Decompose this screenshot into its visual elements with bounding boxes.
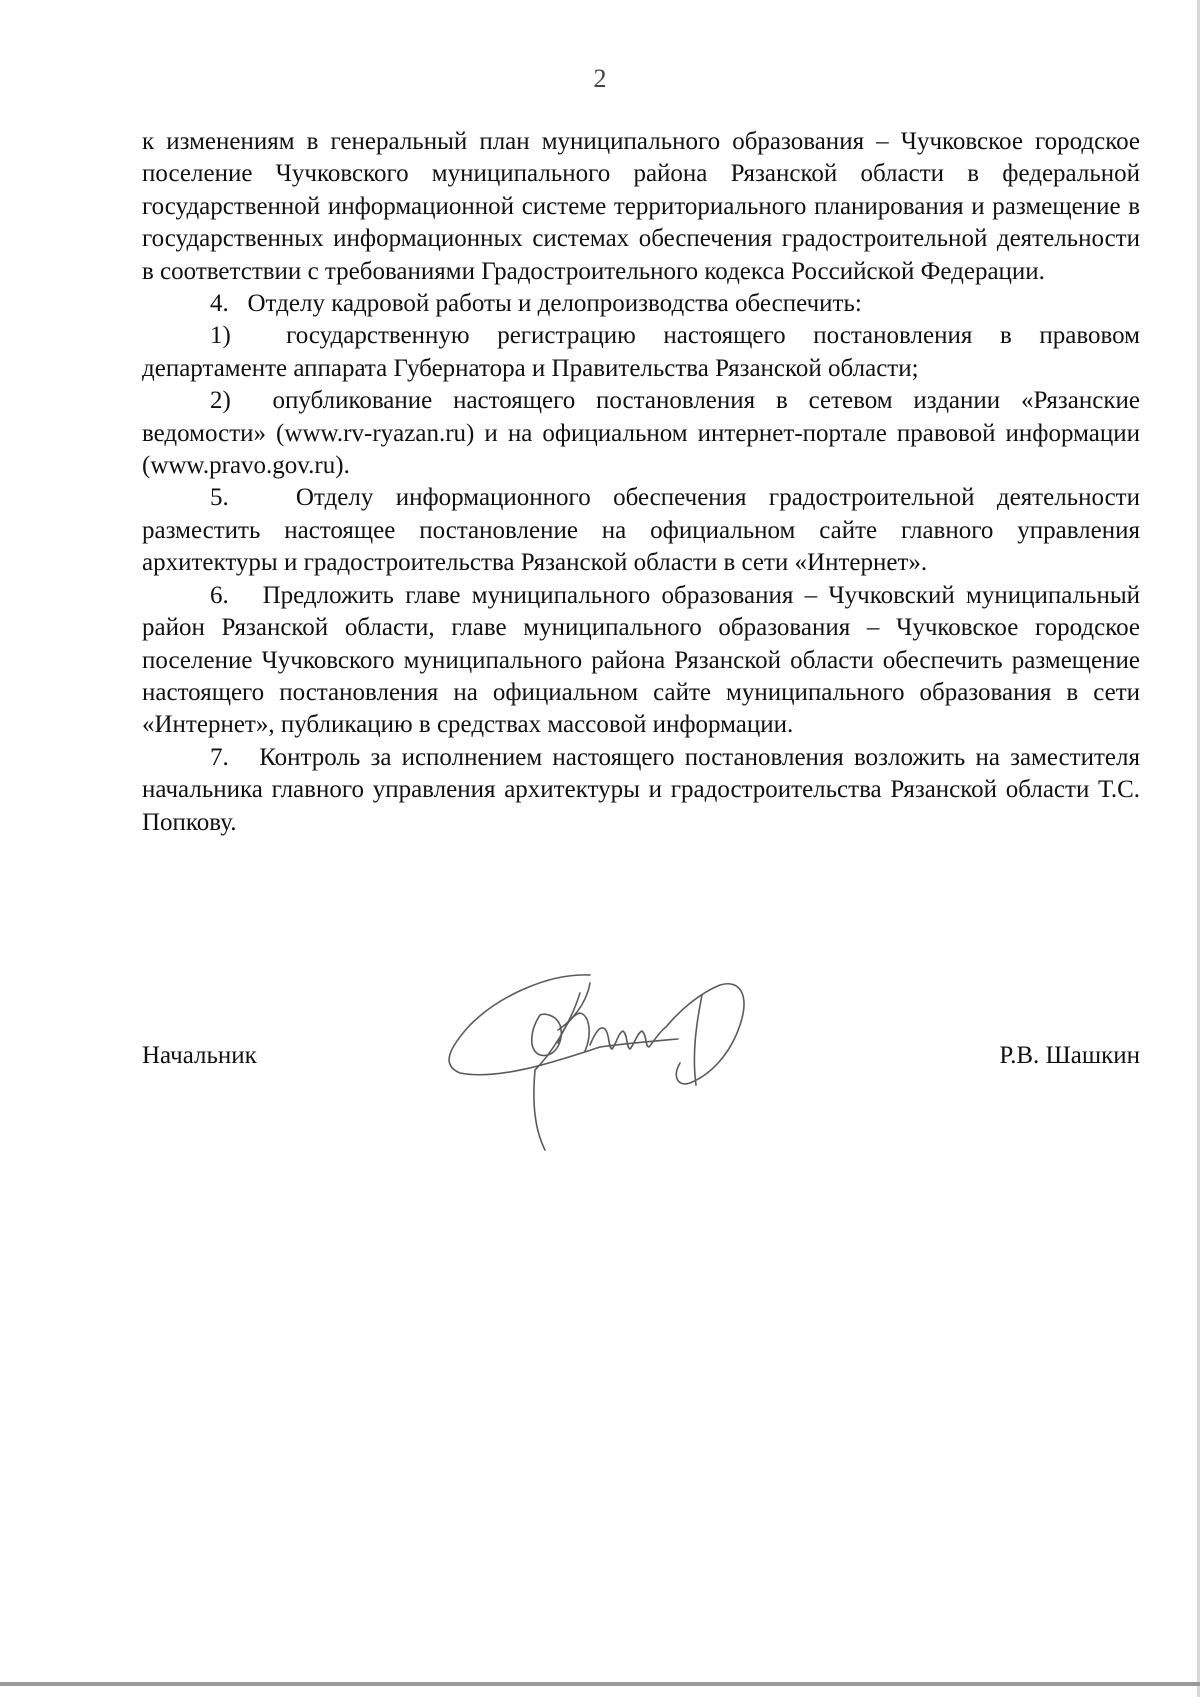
paragraph-item-5: 5. Отделу информационного обеспечения градостроительной деятельности разместить настоящее постановление на официальном сайте главного управления архитектуры и градостроительства Рязанской области в сети «Интернет». [142, 484, 1140, 577]
signatory-name: Р.В. Шашкин [999, 1042, 1140, 1069]
paragraph-item-7: 7. Контроль за исполнением настоящего постановления возложить на заместителя начальника главного управления архитектуры и градостроительства Рязанской области Т.С. Попкову. [142, 743, 1140, 836]
paragraph-item-4: 4. Отделу кадровой работы и делопроизводства обеспечить: [210, 290, 862, 318]
paragraph-item-4-2: 2) опубликование настоящего постановления в сетевом издании «Рязанские ведомости» (www.rv-ryazan.ru) и на официальном интернет-портале правовой информации (www.pravo.gov.ru). [142, 387, 1140, 480]
page-number: 2 [593, 64, 607, 93]
document-body [142, 126, 1140, 839]
paragraph-item-4-1: 1) государственную регистрацию настоящего постановления в правовом департаменте аппарата Губернатора и Правительства Рязанской области; [142, 322, 1140, 382]
paragraph-item-6: 6. Предложить главе муниципального образования – Чучковский муниципальный район Рязанской области, главе муниципального образования – Чучковское городское поселение Чучковского муниципального района Рязанской области обеспечить размещение настоящего постановления на официальном сайте муниципального образования в сети «Интернет», публикацию в средствах массовой информации. [142, 581, 1140, 739]
handwritten-signature [440, 955, 780, 1155]
paragraph-continuation: к изменениям в генеральный план муниципального образования – Чучковское городское поселение Чучковского муниципального района Рязанской области в федеральной государственной информационной системе территориального планирования и размещение в государственных информационных системах обеспечения градостроительной деятельности в соответствии с требованиями Градостроительного кодекса Российской Федерации. [142, 128, 1140, 285]
signatory-title: Начальник [142, 1042, 257, 1069]
page-bottom-edge [0, 1682, 1200, 1686]
